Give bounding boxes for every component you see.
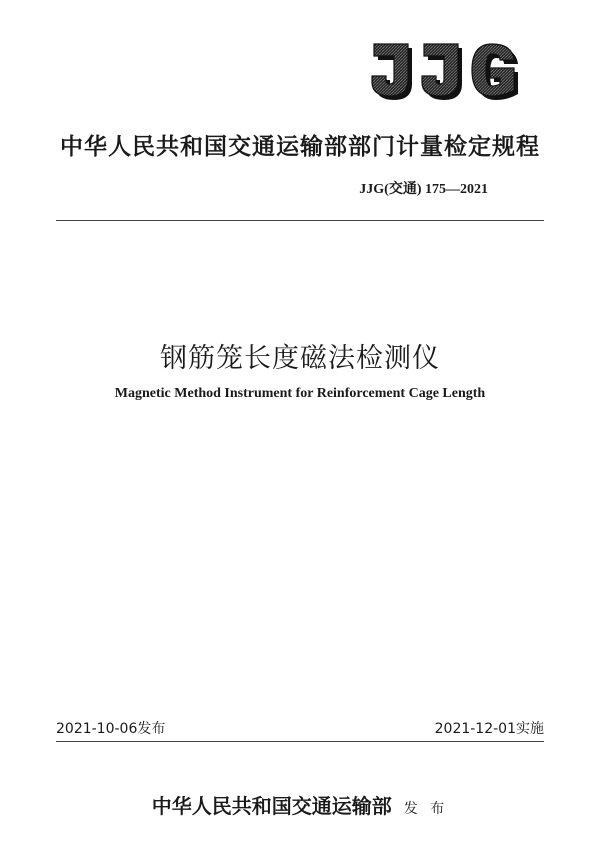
organization-title: 中华人民共和国交通运输部部门计量检定规程 bbox=[60, 134, 540, 160]
document-title-zh: 钢筋笼长度磁法检测仪 bbox=[160, 343, 440, 374]
issue-date: 2021-10-06发布 bbox=[56, 721, 166, 737]
jjg-logo bbox=[364, 40, 524, 102]
publish-label: 发 布 bbox=[403, 801, 449, 817]
top-divider bbox=[56, 220, 544, 221]
publisher-line bbox=[0, 790, 600, 819]
implementation-date: 2021-12-01实施 bbox=[434, 721, 544, 737]
standard-code: JJG(交通) 175—2021 bbox=[359, 182, 488, 197]
bottom-divider bbox=[56, 741, 544, 742]
document-title-en: Magnetic Method Instrument for Reinforcement Cage Length bbox=[114, 386, 486, 401]
publisher-name: 中华人民共和国交通运输部 bbox=[151, 794, 392, 818]
